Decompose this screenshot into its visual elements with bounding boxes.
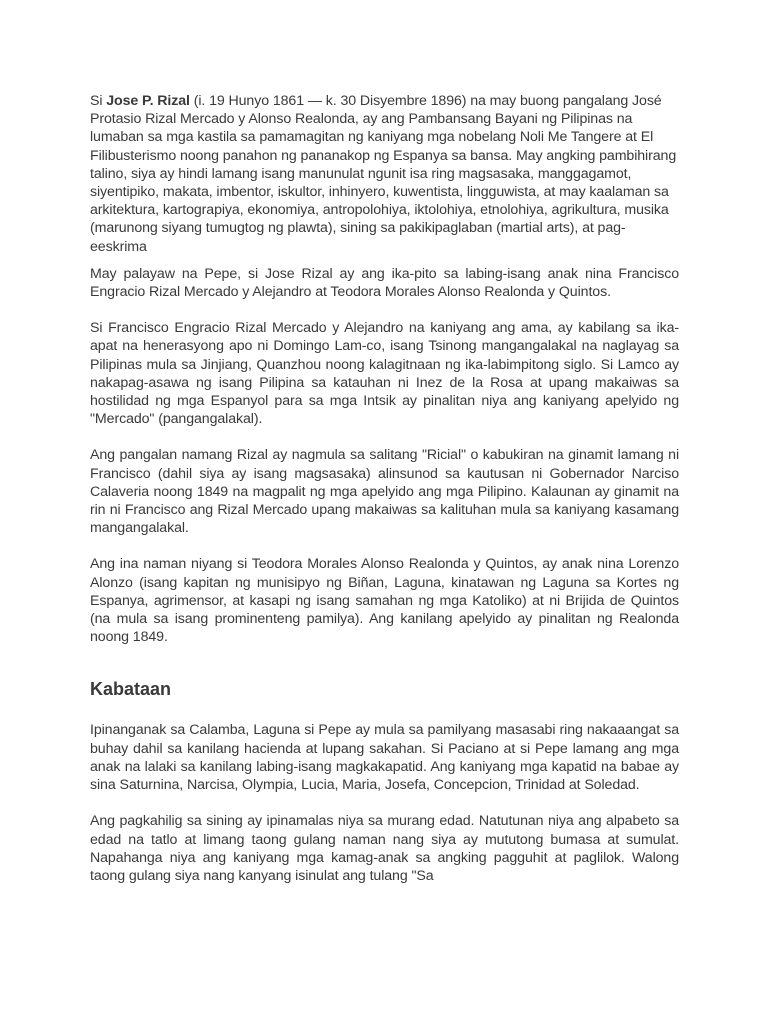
- subject-name: Jose P. Rizal: [106, 93, 190, 109]
- section-heading: Kabataan: [90, 679, 172, 700]
- paragraph-surname: Ang pangalan namang Rizal ay nagmula sa salitang "Ricial" o kabukiran na ginamit lamang ni Francisco (dahil siya ay isang magsasaka) alinsunod sa kautusan ni Gobernador Narciso Calaveria noong 1849 na magpalit ng mga apelyido ang mga Pilipino. Kalaunan ay ginamit na rin ni Francisco ang Rizal Mercado upang makaiwas sa kalituhan mula sa kaniyang kasamang mangangalakal.: [90, 447, 679, 537]
- paragraph-mother: Ang ina naman niyang si Teodora Morales Alonso Realonda y Quintos, ay anak nina Lorenzo Alonzo (isang kapitan ng munisipyo ng Biñan, Laguna, kinatawan ng Laguna sa Kortes ng Espanya, agrimensor, at kasapi ng isang samahan ng mga Katoliko) at ni Brijida de Quintos (na mula sa isang prominenteng pamilya). Ang kanilang apelyido ay pinalitan ng Realonda noong 1849.: [90, 556, 679, 646]
- intro-text: (i. 19 Hunyo 1861 — k. 30 Disyembre 1896) na may buong pangalang José Protasio Rizal Mercado y Alonso Realonda, ay ang Pambansang Bayani ng Pilipinas na lumaban sa mga kastila sa pamamagitan ng kaniyang mga nobelang Noli Me Tangere at El Filibusterismo noong panahon ng pananakop ng Espanya sa bansa. May angking pambihirang talino, siya ay hindi lamang isang manunulat ngunit isa ring magsasaka, manggagamot, siyentipiko, makata, imbentor, iskultor, inhinyero, kuwentista, lingguwista, at may kaalaman sa arkitektura, kartograpiya, ekonomiya, antropolohiya, iktolohiya, etnolohiya, agrikultura, musika (marunong siyang tumugtog ng plawta), sining sa pakikipaglaban (martial arts), at pag-eeskrima: [90, 93, 677, 255]
- paragraph-arts: Ang pagkahilig sa sining ay ipinamalas niya sa murang edad. Natutunan niya ang alpabeto sa edad na tatlo at limang taong gulang naman nang siya ay mututong bumasa at sumulat. Napahanga niya ang kaniyang mga kamag-anak sa angking pagguhit at paglilok. Walong taong gulang siya nang kanyang isinulat ang tulang "Sa: [90, 813, 679, 884]
- intro-prefix: Si: [90, 93, 107, 109]
- intro-paragraph: [90, 92, 679, 256]
- paragraph-childhood: Ipinanganak sa Calamba, Laguna si Pepe ay mula sa pamilyang masasabi ring nakaaangat sa buhay dahil sa kanilang hacienda at lupang sakahan. Si Paciano at si Pepe lamang ang mga anak na lalaki sa kanilang labing-isang magkakapatid. Ang kaniyang mga kapatid na babae ay sina Saturnina, Narcisa, Olympia, Lucia, Maria, Josefa, Concepcion, Trinidad at Soledad.: [90, 722, 679, 794]
- paragraph-nickname: May palayaw na Pepe, si Jose Rizal ay ang ika-pito sa labing-isang anak nina Francisco Engracio Rizal Mercado y Alejandro at Teodora Morales Alonso Realonda y Quintos.: [90, 265, 679, 301]
- article: [90, 92, 679, 885]
- paragraph-father: Si Francisco Engracio Rizal Mercado y Alejandro na kaniyang ang ama, ay kabilang sa ika-apat na henerasyong apo ni Domingo Lam-co, isang Tsinong mangangalakal na naglayag sa Pilipinas mula sa Jinjiang, Quanzhou noong kalagitnaan ng ika-labimpitong siglo. Si Lamco ay nakapag-asawa ng isang Pilipina sa katauhan ni Inez de la Rosa at upang makaiwas sa hostilidad ng mga Espanyol para sa mga Intsik ay pinalitan niya ang kaniyang apelyido ng "Mercado" (pangangalakal).: [90, 320, 679, 428]
